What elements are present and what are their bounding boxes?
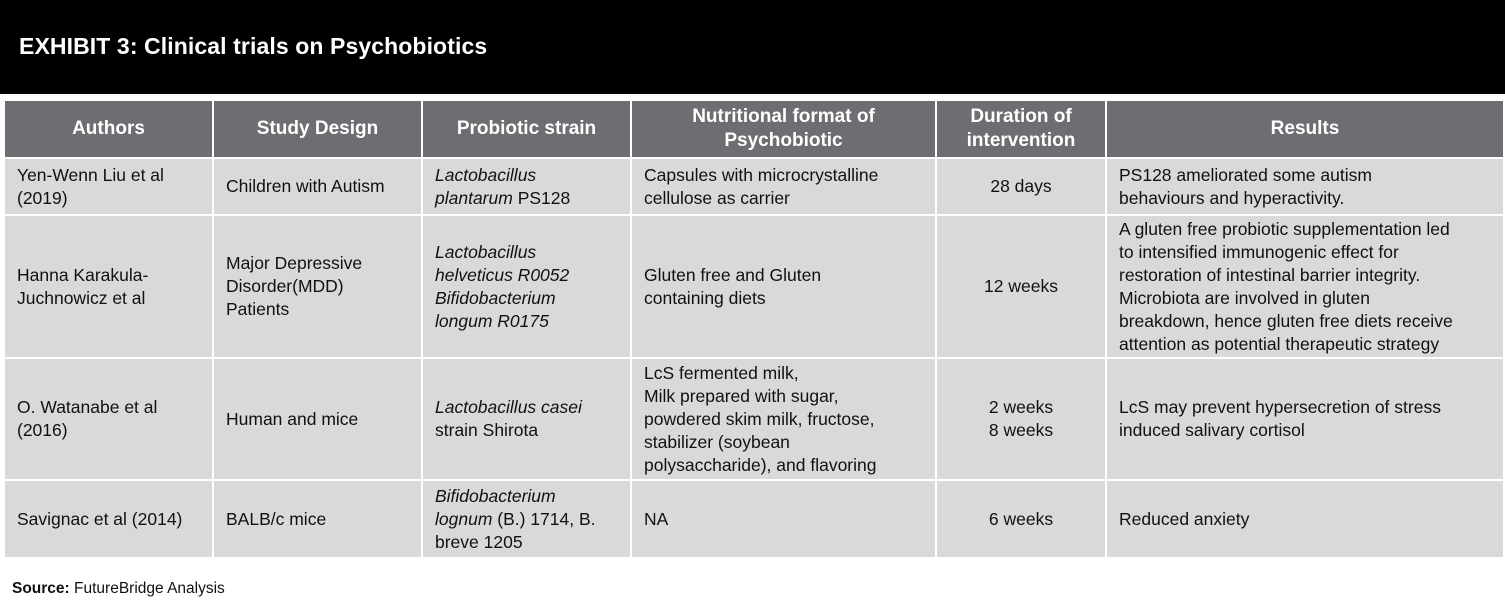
cell-duration: 2 weeks 8 weeks bbox=[937, 359, 1105, 479]
table-row bbox=[5, 216, 1503, 357]
cell-authors: O. Watanabe et al (2016) bbox=[5, 359, 212, 479]
exhibit-title: EXHIBIT 3: Clinical trials on Psychobiotics bbox=[19, 33, 488, 59]
source-text: FutureBridge Analysis bbox=[69, 580, 225, 597]
cell-duration: 28 days bbox=[937, 159, 1105, 214]
clinical-trials-table bbox=[3, 99, 1505, 559]
strain-species: Lactobacillus helveticus R0052 Bifidobacterium longum R0175 bbox=[435, 241, 570, 331]
cell-duration: 12 weeks bbox=[937, 216, 1105, 357]
strain-detail: (B.) 1714, B. breve 1205 bbox=[435, 508, 596, 552]
cell-probiotic-strain bbox=[423, 481, 630, 557]
source-label: Source: bbox=[12, 580, 70, 597]
cell-nutritional-format: Capsules with microcrystalline cellulose as carrier bbox=[632, 159, 935, 214]
strain-species: Lactobacillus casei bbox=[435, 397, 582, 417]
cell-probiotic-strain bbox=[423, 216, 630, 357]
cell-duration: 6 weeks bbox=[937, 481, 1105, 557]
cell-study-design: Human and mice bbox=[214, 359, 421, 479]
column-header-nutritional-format: Nutritional format of Psychobiotic bbox=[632, 101, 935, 157]
cell-study-design: Major Depressive Disorder(MDD) Patients bbox=[214, 216, 421, 357]
cell-authors: Hanna Karakula- Juchnowicz et al bbox=[5, 216, 212, 357]
cell-study-design: BALB/c mice bbox=[214, 481, 421, 557]
table-row bbox=[5, 359, 1503, 479]
cell-results: Reduced anxiety bbox=[1107, 481, 1503, 557]
column-header-probiotic-strain: Probiotic strain bbox=[423, 101, 630, 157]
cell-nutritional-format: Gluten free and Gluten containing diets bbox=[632, 216, 935, 357]
column-header-duration: Duration of intervention bbox=[937, 101, 1105, 157]
table-row bbox=[5, 481, 1503, 557]
strain-detail: PS128 bbox=[512, 187, 571, 208]
column-header-authors: Authors bbox=[5, 101, 212, 157]
strain-detail: strain Shirota bbox=[435, 420, 539, 440]
cell-authors: Savignac et al (2014) bbox=[5, 481, 212, 557]
cell-nutritional-format: LcS fermented milk, Milk prepared with sugar, powdered skim milk, fructose, stabilizer (soybean polysaccharide), and flavoring bbox=[632, 359, 935, 479]
exhibit-banner bbox=[0, 0, 1505, 94]
cell-probiotic-strain bbox=[423, 359, 630, 479]
strain-species: Bifidobacterium lognum bbox=[435, 485, 556, 529]
cell-results: PS128 ameliorated some autism behaviours and hyperactivity. bbox=[1107, 159, 1503, 214]
cell-nutritional-format: NA bbox=[632, 481, 935, 557]
cell-results: LcS may prevent hypersecretion of stress induced salivary cortisol bbox=[1107, 359, 1503, 479]
column-header-results: Results bbox=[1107, 101, 1503, 157]
column-header-study-design: Study Design bbox=[214, 101, 421, 157]
cell-results: A gluten free probiotic supplementation led to intensified immunogenic effect for restoration of intestinal barrier integrity. Microbiota are involved in gluten breakdown, hence gluten free diets receive attention as potential therapeutic strategy bbox=[1107, 216, 1503, 357]
cell-probiotic-strain bbox=[423, 159, 630, 214]
table-header-row bbox=[5, 101, 1503, 157]
source-note bbox=[12, 580, 225, 598]
cell-study-design: Children with Autism bbox=[214, 159, 421, 214]
strain-species: Lactobacillus plantarum bbox=[435, 164, 537, 208]
cell-authors: Yen-Wenn Liu et al (2019) bbox=[5, 159, 212, 214]
table-row bbox=[5, 159, 1503, 214]
